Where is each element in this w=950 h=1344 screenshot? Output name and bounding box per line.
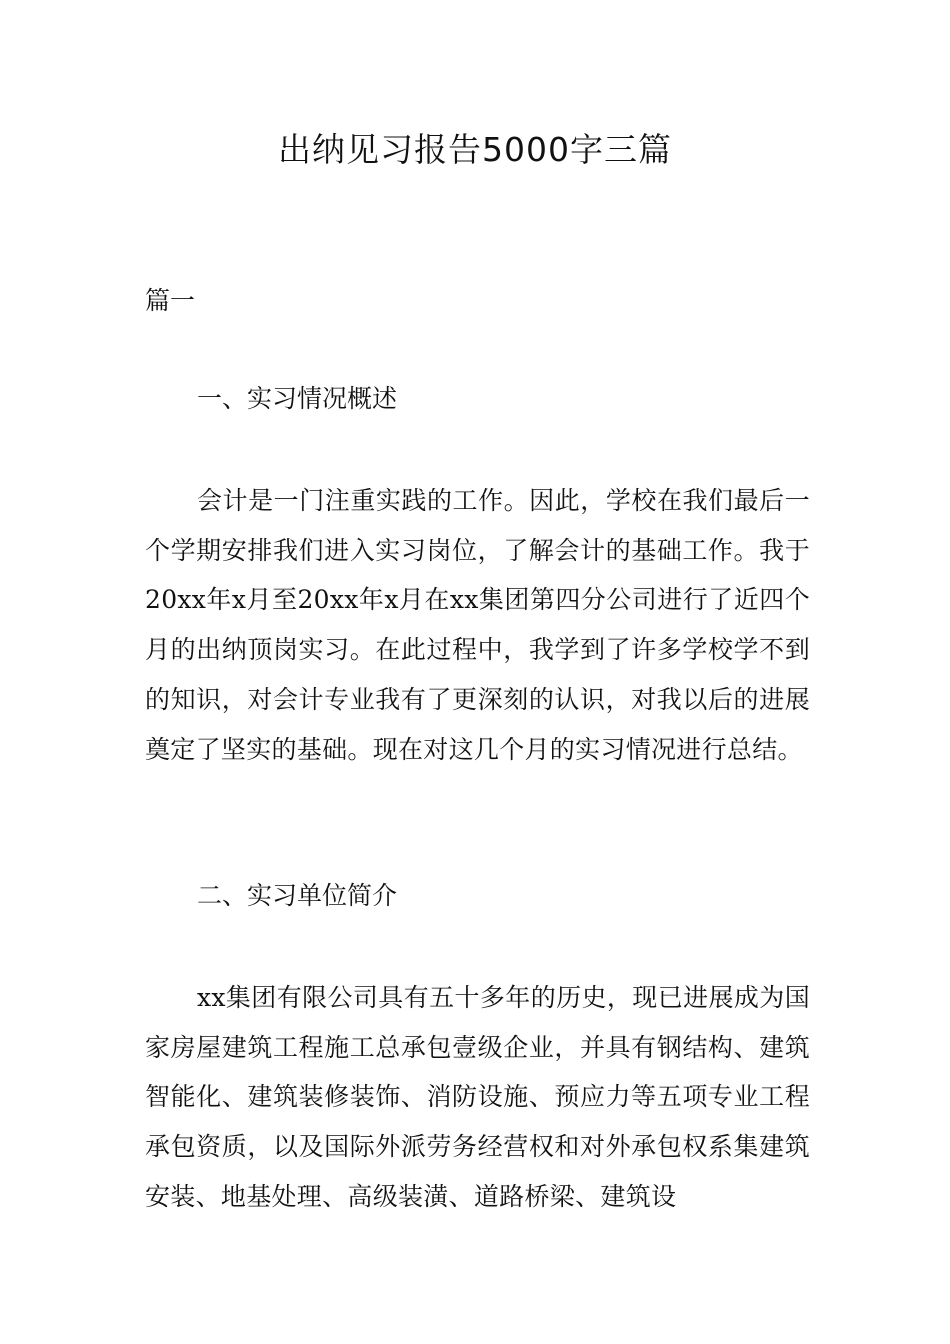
heading-internship-overview: 一、实习情况概述 [197,384,398,413]
section-label: 篇一 [145,286,196,315]
document-title: 出纳见习报告5000字三篇 [278,130,672,169]
paragraph-company-intro: xx集团有限公司具有五十多年的历史，现已进展成为国家房屋建筑工程施工总承包壹级企业，并具有钢结构、建筑智能化、建筑装修装饰、消防设施、预应力等五项专业工程承包资质，以及国际外派劳务经营权和对外承包权系集建筑安装、地基处理、高级装潢、道路桥梁、建筑设 [145,983,810,1211]
paragraph-internship-overview: 会计是一门注重实践的工作。因此，学校在我们最后一个学期安排我们进入实习岗位，了解会计的基础工作。我于20xx年x月至20xx年x月在xx集团第四分公司进行了近四个月的出纳顶岗实习。在此过程中，我学到了许多学校学不到的知识，对会计专业我有了更深刻的认识，对我以后的进展奠定了坚实的基础。现在对这几个月的实习情况进行总结。 [145,486,810,764]
heading-company-intro: 二、实习单位简介 [197,881,398,910]
